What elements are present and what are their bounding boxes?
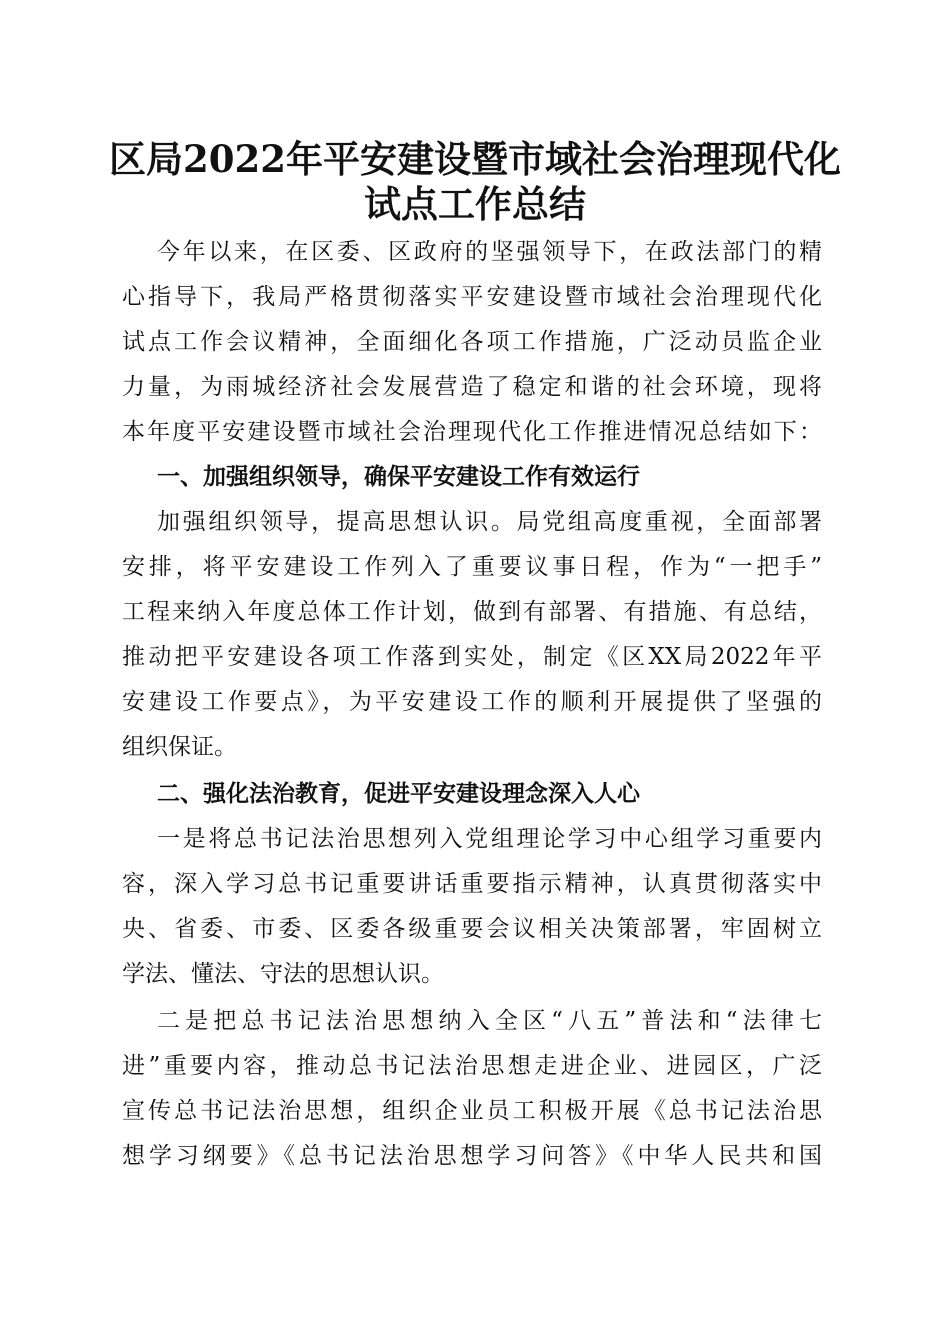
section-1-heading: 一、加强组织领导，确保平安建设工作有效运行: [157, 464, 640, 490]
text-line: 想学习纲要》《总书记法治思想学习问答》《中华人民共和国: [122, 1143, 822, 1169]
text-line: 安排，将平安建设工作列入了重要议事日程，作为“一把手”: [122, 554, 822, 580]
section-2-heading: 二、强化法治教育，促进平安建设理念深入人心: [157, 781, 640, 807]
text-line: 本年度平安建设暨市域社会治理现代化工作推进情况总结如下：: [122, 419, 822, 445]
text-line: 工程来纳入年度总体工作计划，做到有部署、有措施、有总结，: [122, 599, 822, 625]
text-line: 推动把平安建设各项工作落到实处，制定《区XX局2022年平: [122, 644, 822, 670]
text-line: 加强组织领导，提高思想认识。局党组高度重视，全面部署: [157, 509, 822, 535]
section-2-paragraph-2: [122, 999, 822, 1179]
text-line: 组织保证。: [122, 734, 237, 760]
intro-paragraph: [122, 230, 822, 455]
text-line: 宣传总书记法治思想，组织企业员工积极开展《总书记法治思: [122, 1098, 822, 1124]
text-line: 二是把总书记法治思想纳入全区“八五”普法和“法律七: [157, 1008, 822, 1034]
title-line-2: 试点工作总结: [364, 182, 586, 226]
text-line: 安建设工作要点》，为平安建设工作的顺利开展提供了坚强的: [122, 689, 822, 715]
text-line: 容，深入学习总书记重要讲话重要指示精神，认真贯彻落实中: [122, 871, 822, 897]
text-line: 今年以来，在区委、区政府的坚强领导下，在政法部门的精: [157, 239, 822, 265]
text-line: 进”重要内容，推动总书记法治思想走进企业、进园区，广泛: [122, 1053, 822, 1079]
text-line: 力量，为雨城经济社会发展营造了稳定和谐的社会环境，现将: [122, 374, 822, 400]
section-2-paragraph-1: [122, 817, 822, 997]
text-line: 央、省委、市委、区委各级重要会议相关决策部署，牢固树立: [122, 916, 822, 942]
document-body: [122, 230, 822, 1179]
text-line: 试点工作会议精神，全面细化各项工作措施，广泛动员监企业: [122, 329, 822, 355]
title-line-1: 区局2022年平安建设暨市域社会治理现代化: [109, 137, 841, 181]
text-line: 学法、懂法、守法的思想认识。: [122, 961, 444, 987]
text-line: 一是将总书记法治思想列入党组理论学习中心组学习重要内: [157, 826, 822, 852]
text-line: 心指导下，我局严格贯彻落实平安建设暨市域社会治理现代化: [122, 284, 822, 310]
section-1-paragraph: [122, 500, 822, 770]
